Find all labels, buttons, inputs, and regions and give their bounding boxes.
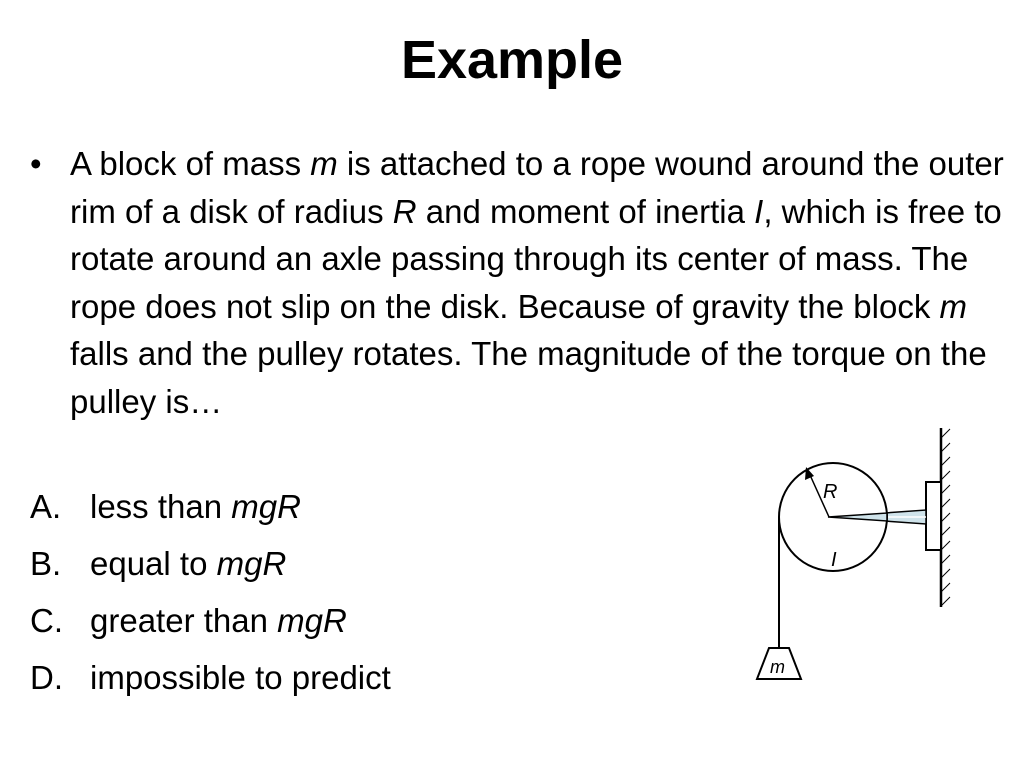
choice-text: [90, 535, 286, 592]
choice-letter: A.: [30, 488, 62, 525]
variable-m: m: [939, 287, 968, 325]
choice-text-part: less than: [90, 488, 232, 525]
label-i: I: [831, 549, 837, 571]
problem-text: [70, 140, 1005, 426]
choice-text: [90, 649, 391, 706]
choice-letter: D.: [30, 659, 63, 696]
label-r: R: [823, 481, 838, 503]
choice-letter: B.: [30, 545, 62, 582]
variable-r: R: [392, 192, 417, 230]
variable-m: m: [310, 145, 338, 182]
problem-statement: [30, 140, 1005, 426]
slide-title: Example: [400, 30, 624, 90]
axle-bracket: [926, 482, 941, 550]
choice-text-part: greater than: [90, 602, 278, 639]
problem-text-part: and moment of inertia: [416, 192, 755, 230]
problem-text-part: is attached to a rope wound around the outer rim of a disk of radius: [70, 145, 1004, 230]
pulley-diagram: [740, 420, 980, 690]
choice-text: [90, 478, 301, 535]
choice-text: [90, 592, 347, 649]
bullet-marker: •: [30, 145, 42, 182]
choice-text-part: impossible to predict: [90, 659, 391, 696]
choice-variable: mgR: [231, 488, 301, 525]
choice-variable: mgR: [216, 545, 287, 582]
problem-text-part: falls and the pulley rotates. The magnitude of the torque on the pulley is…: [70, 335, 987, 420]
label-m: m: [770, 657, 785, 677]
variable-i: I: [754, 192, 764, 230]
wall-hatching: [941, 429, 950, 606]
choice-text-part: equal to: [90, 545, 217, 582]
problem-text-part: A block of mass: [70, 145, 311, 182]
problem-text-part: , which is free to rotate around an axle passing through its center of mass. The rope does not slip on the disk. Because of gravity the block: [70, 192, 1002, 325]
choice-letter: C.: [30, 602, 63, 639]
choice-variable: mgR: [277, 602, 347, 639]
